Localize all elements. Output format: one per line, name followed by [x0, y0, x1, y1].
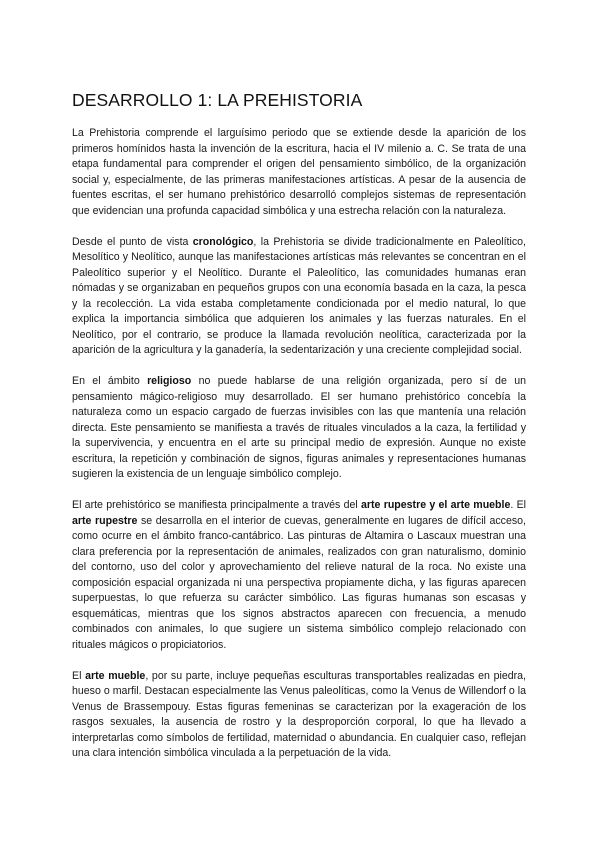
paragraph-text: Desde el punto de vista [72, 235, 193, 248]
bold-term-arte-rupestre: arte rupestre [72, 514, 138, 527]
paragraph-text: , la Prehistoria se divide tradicionalmente en Paleolítico, Mesolítico y Neolítico, aunque las manifestaciones artísticas más relevantes se concentran en el Paleolítico superior y el Neolítico. Durante el Paleolítico, las comunidades humanas eran nómadas y se organizaban en pequeños grupos con una economía basada en la caza, la pesca y la recolección. La vida estaba completamente condicionada por el medio natural, lo que explica la importancia simbólica que adquieren los animales y las fuerzas naturales. En el Neolítico, por el contrario, se produce la llamada revolución neolítica, caracterizada por la aparición de la agricultura y la ganadería, la sedentarización y una creciente complejidad social. [72, 235, 526, 356]
page-title: DESARROLLO 1: LA PREHISTORIA [72, 90, 363, 110]
paragraph-portable-art [72, 669, 526, 762]
paragraph-text: se desarrolla en el interior de cuevas, generalmente en lugares de difícil acceso, como ocurre en el ámbito franco-cantábrico. Las pinturas de Altamira o Lascaux muestran una clara preferencia por la representación de animales, realizados con gran naturalismo, dominio del contorno, uso del color y aprovechamiento del relieve natural de la roca. No existe una composición espacial organizada ni una perspectiva propiamente dicha, y las figuras aparecen superpuestas, lo que refuerza su carácter simbólico. Las figuras humanas son escasas y esquemáticas, mientras que los signos abstractos aparecen con frecuencia, a menudo combinados con animales, lo que sugiere un sistema simbólico complejo relacionado con rituales mágicos o propiciatorios. [72, 514, 526, 651]
paragraph-text: , por su parte, incluye pequeñas esculturas transportables realizadas en piedra, hueso o marfil. Destacan especialmente las Venus paleolíticas, como la Venus de Willendorf o la Venus de Brassempouy. Estas figuras femeninas se caracterizan por la exageración de los rasgos sexuales, la ausencia de rostro y la desproporción corporal, lo que ha llevado a interpretarlas como símbolos de fertilidad, maternidad o abundancia. En cualquier caso, reflejan una clara intención simbólica vinculada a la perpetuación de la vida. [72, 669, 527, 759]
paragraph-text: no puede hablarse de una religión organizada, pero sí de un pensamiento mágico-religioso muy desarrollado. El ser humano prehistórico concebía la naturaleza como un espacio cargado de fuerzas invisibles con las que mantenía una relación directa. Este pensamiento se manifiesta a través de rituales vinculados a la caza, la fertilidad y la supervivencia, y encuentra en el arte su principal medio de expresión. Aunque no existe escritura, la repetición y combinación de signos, figuras animales y representaciones humanas sugieren la existencia de un lenguaje simbólico complejo. [72, 375, 526, 480]
paragraph-text: En el ámbito [72, 375, 148, 387]
paragraph-text: . El [510, 499, 526, 511]
paragraph-religion [72, 374, 526, 483]
bold-term-arte-rupestre-mueble: arte rupestre y el arte mueble [361, 499, 511, 511]
bold-term-religioso: religioso [147, 375, 192, 387]
document-page [72, 90, 526, 777]
paragraph-text: La Prehistoria comprende el larguísimo periodo que se extiende desde la aparición de los primeros homínidos hasta la invención de la escritura, hacia el IV milenio a. C. Se trata de una etapa fundamental para comprender el origen del pensamiento simbólico, de la organización social y, especialmente, de las primeras manifestaciones artísticas. A pesar de la ausencia de fuentes escritas, el ser humano prehistórico desarrolló complejos sistemas de representación que evidencian una profunda capacidad simbólica y una estrecha relación con la naturaleza. [72, 127, 526, 217]
paragraph-rock-art [72, 498, 526, 653]
paragraph-text: El arte prehistórico se manifiesta principalmente a través del [72, 499, 361, 511]
bold-term-arte-mueble: arte mueble [85, 669, 146, 682]
paragraph-chronology [72, 235, 526, 359]
paragraph-intro [72, 126, 526, 219]
bold-term-cronologico: cronológico [192, 235, 254, 248]
paragraph-text: El [72, 669, 86, 682]
